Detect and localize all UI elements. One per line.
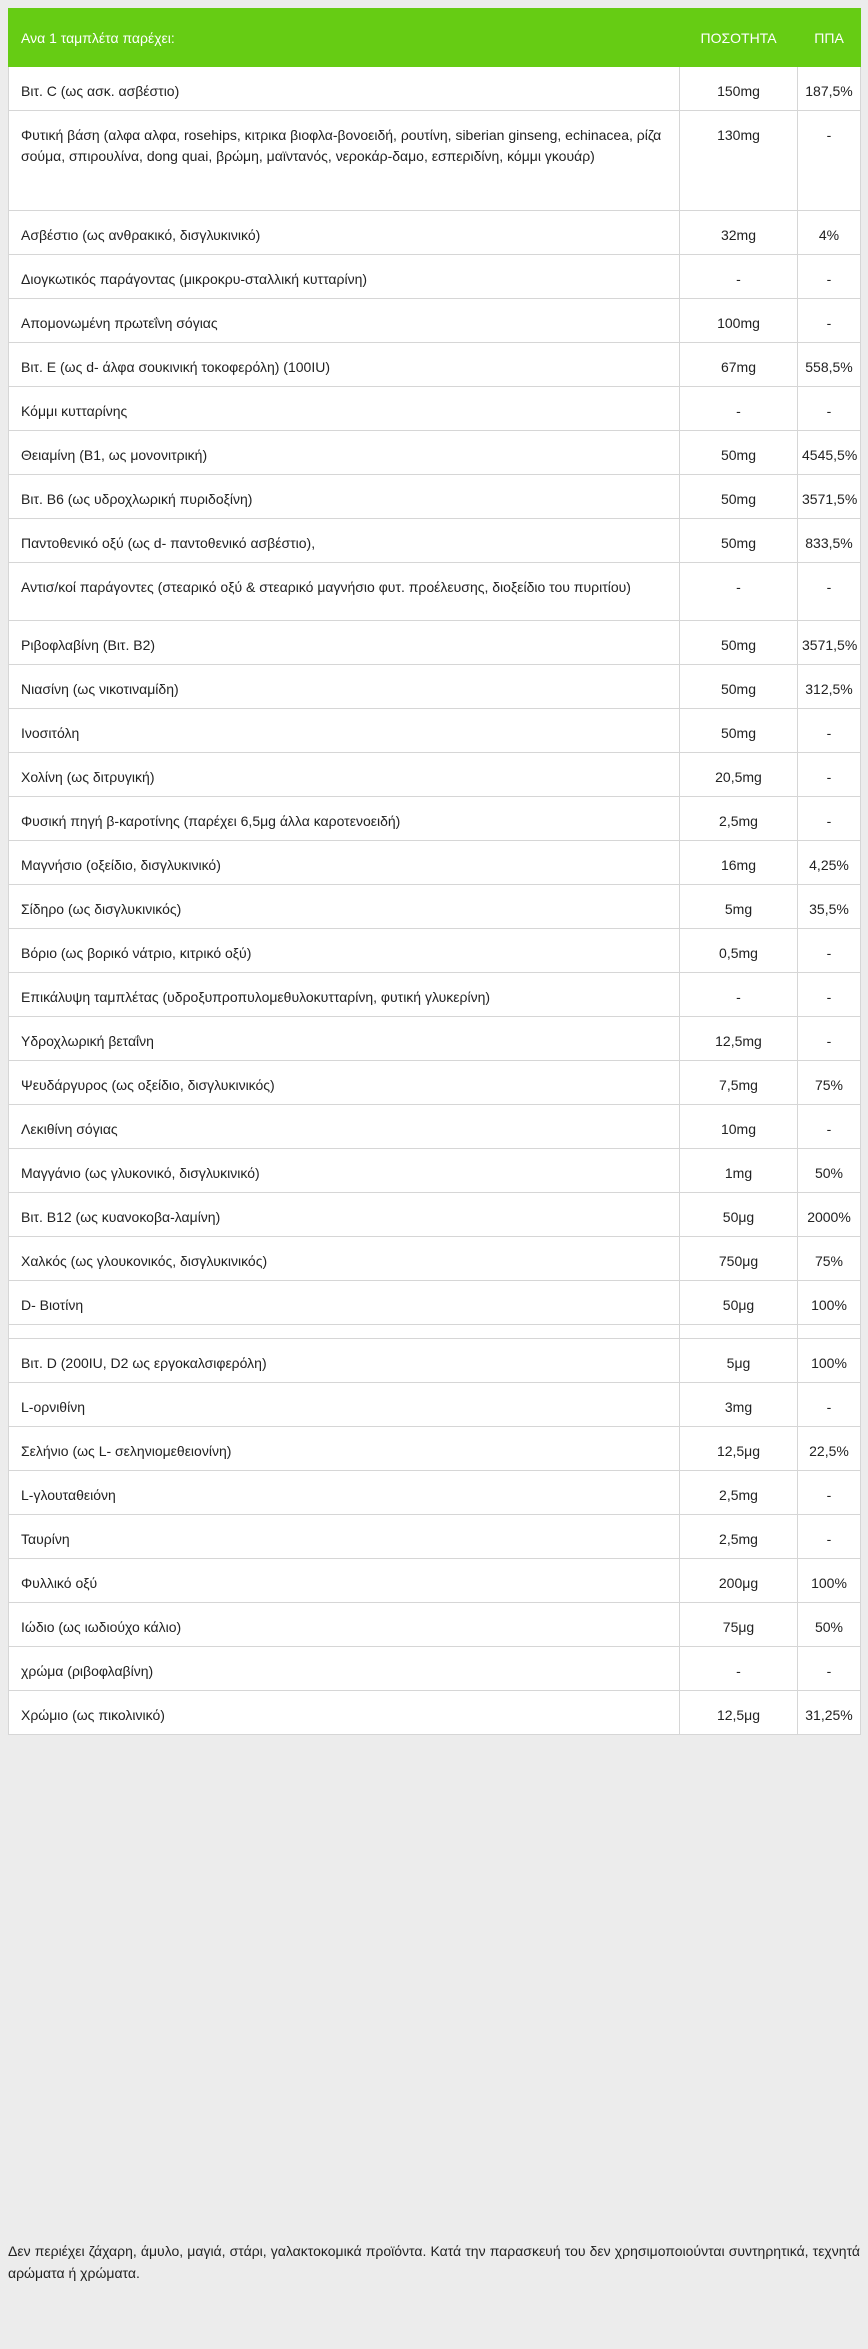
table-row <box>9 67 861 111</box>
quantity-cell: 50μg <box>680 1193 798 1237</box>
table-row <box>9 519 861 563</box>
quantity-cell: 12,5μg <box>680 1427 798 1471</box>
ingredient-cell <box>9 1325 680 1339</box>
rda-cell: 558,5% <box>798 343 861 387</box>
rda-cell: 4,25% <box>798 841 861 885</box>
ingredient-cell: Απομονωμένη πρωτεΐνη σόγιας <box>9 299 680 343</box>
quantity-cell: - <box>680 563 798 621</box>
quantity-cell: 50mg <box>680 475 798 519</box>
ingredient-cell: Χολίνη (ως διτρυγική) <box>9 753 680 797</box>
rda-cell: - <box>798 1105 861 1149</box>
rda-cell: 35,5% <box>798 885 861 929</box>
rda-cell: - <box>798 973 861 1017</box>
table-row <box>9 1105 861 1149</box>
table-row <box>9 1061 861 1105</box>
table-row <box>9 563 861 621</box>
ingredient-cell: L-γλουταθειόνη <box>9 1471 680 1515</box>
quantity-cell: - <box>680 973 798 1017</box>
table-row <box>9 255 861 299</box>
ingredient-cell: Χαλκός (ως γλουκονικός, δισγλυκινικός) <box>9 1237 680 1281</box>
ingredient-cell: Φυτική βάση (αλφα αλφα, rosehips, κιτρικα βιοφλα-βονοειδή, ρουτίνη, siberian ginseng, echinacea, ρίζα σούμα, σπιρουλίνα, dong quai, βρώμη, μαϊντανός, νεροκάρ-δαμο, εσπεριδίνη, κόμμι γκουάρ) <box>9 111 680 211</box>
table-row <box>9 929 861 973</box>
rda-cell: - <box>798 111 861 211</box>
table-row <box>9 1237 861 1281</box>
ingredient-cell: L-ορνιθίνη <box>9 1383 680 1427</box>
quantity-cell: - <box>680 387 798 431</box>
table-row <box>9 111 861 211</box>
quantity-cell: 5mg <box>680 885 798 929</box>
rda-cell: - <box>798 797 861 841</box>
table-row <box>9 1603 861 1647</box>
table-row <box>9 1281 861 1325</box>
table-body <box>9 67 861 1735</box>
rda-cell: - <box>798 929 861 973</box>
table-row <box>9 1149 861 1193</box>
quantity-cell: 2,5mg <box>680 797 798 841</box>
ingredient-cell: Αντισ/κοί παράγοντες (στεαρικό οξύ & στεαρικό μαγνήσιο φυτ. προέλευσης, διοξείδιο του πυριτίου) <box>9 563 680 621</box>
quantity-cell: 75μg <box>680 1603 798 1647</box>
quantity-cell: 200μg <box>680 1559 798 1603</box>
table-row <box>9 665 861 709</box>
table-row <box>9 1647 861 1691</box>
quantity-cell: 130mg <box>680 111 798 211</box>
table-row <box>9 1325 861 1339</box>
table-row <box>9 1017 861 1061</box>
rda-cell: 312,5% <box>798 665 861 709</box>
quantity-cell: 16mg <box>680 841 798 885</box>
table-header-row <box>9 9 861 67</box>
quantity-cell: 50mg <box>680 519 798 563</box>
ingredient-cell: Μαγνήσιο (οξείδιο, δισγλυκινικό) <box>9 841 680 885</box>
ingredient-cell: Σελήνιο (ως L- σεληνιομεθειονίνη) <box>9 1427 680 1471</box>
quantity-cell: 10mg <box>680 1105 798 1149</box>
table-row <box>9 841 861 885</box>
table-row <box>9 299 861 343</box>
ingredient-cell: Διογκωτικός παράγοντας (μικροκρυ-σταλλική κυτταρίνη) <box>9 255 680 299</box>
ingredient-cell: Ψευδάργυρος (ως οξείδιο, δισγλυκινικός) <box>9 1061 680 1105</box>
ingredient-cell: Επικάλυψη ταμπλέτας (υδροξυπροπυλομεθυλοκυτταρίνη, φυτική γλυκερίνη) <box>9 973 680 1017</box>
table-row <box>9 621 861 665</box>
quantity-cell: 20,5mg <box>680 753 798 797</box>
ingredient-cell: Φυσική πηγή β-καροτίνης (παρέχει 6,5μg άλλα καροτενοειδή) <box>9 797 680 841</box>
rda-cell: 75% <box>798 1237 861 1281</box>
rda-cell: 4% <box>798 211 861 255</box>
rda-cell: - <box>798 563 861 621</box>
ingredient-cell: Ινοσιτόλη <box>9 709 680 753</box>
table-row <box>9 1515 861 1559</box>
ingredient-cell: Σίδηρο (ως δισγλυκινικός) <box>9 885 680 929</box>
rda-cell: 31,25% <box>798 1691 861 1735</box>
rda-cell: 4545,5% <box>798 431 861 475</box>
quantity-cell: 2,5mg <box>680 1471 798 1515</box>
rda-cell: 75% <box>798 1061 861 1105</box>
nutrition-table <box>8 8 861 1735</box>
quantity-cell: 50mg <box>680 431 798 475</box>
rda-cell: 100% <box>798 1281 861 1325</box>
header-ingredient: Ανα 1 ταμπλέτα παρέχει: <box>9 9 680 67</box>
ingredient-cell: D- Βιοτίνη <box>9 1281 680 1325</box>
rda-cell: - <box>798 1017 861 1061</box>
table-row <box>9 1427 861 1471</box>
table-row <box>9 1193 861 1237</box>
table-row <box>9 1691 861 1735</box>
quantity-cell: - <box>680 255 798 299</box>
rda-cell: 187,5% <box>798 67 861 111</box>
quantity-cell: 50μg <box>680 1281 798 1325</box>
rda-cell: - <box>798 1647 861 1691</box>
table-row <box>9 343 861 387</box>
ingredient-cell: Ιώδιο (ως ιωδιούχο κάλιο) <box>9 1603 680 1647</box>
ingredient-cell: Λεκιθίνη σόγιας <box>9 1105 680 1149</box>
ingredient-cell: Βιτ. D (200IU, D2 ως εργοκαλσιφερόλη) <box>9 1339 680 1383</box>
ingredient-cell: Βιτ. Β6 (ως υδροχλωρική πυριδοξίνη) <box>9 475 680 519</box>
rda-cell: 2000% <box>798 1193 861 1237</box>
rda-cell: 100% <box>798 1339 861 1383</box>
table-row <box>9 431 861 475</box>
table-row <box>9 1471 861 1515</box>
rda-cell <box>798 1325 861 1339</box>
ingredient-cell: Ταυρίνη <box>9 1515 680 1559</box>
quantity-cell <box>680 1325 798 1339</box>
table-row <box>9 1339 861 1383</box>
rda-cell: - <box>798 387 861 431</box>
ingredient-cell: Βιτ. Ε (ως d- άλφα σουκινική τοκοφερόλη) (100IU) <box>9 343 680 387</box>
quantity-cell: 750μg <box>680 1237 798 1281</box>
rda-cell: 50% <box>798 1603 861 1647</box>
quantity-cell: 50mg <box>680 665 798 709</box>
quantity-cell: 0,5mg <box>680 929 798 973</box>
quantity-cell: 5μg <box>680 1339 798 1383</box>
quantity-cell: 1mg <box>680 1149 798 1193</box>
quantity-cell: 32mg <box>680 211 798 255</box>
header-rda: ΠΠΑ <box>798 9 861 67</box>
rda-cell: 50% <box>798 1149 861 1193</box>
ingredient-cell: Υδροχλωρική βεταΐνη <box>9 1017 680 1061</box>
rda-cell: 22,5% <box>798 1427 861 1471</box>
table-row <box>9 475 861 519</box>
table-row <box>9 1383 861 1427</box>
rda-cell: - <box>798 255 861 299</box>
table-row <box>9 973 861 1017</box>
quantity-cell: 67mg <box>680 343 798 387</box>
ingredient-cell: Χρώμιο (ως πικολινικό) <box>9 1691 680 1735</box>
quantity-cell: 12,5μg <box>680 1691 798 1735</box>
rda-cell: - <box>798 709 861 753</box>
ingredient-cell: Νιασίνη (ως νικοτιναμίδη) <box>9 665 680 709</box>
rda-cell: 100% <box>798 1559 861 1603</box>
rda-cell: 3571,5% <box>798 475 861 519</box>
ingredient-cell: Κόμμι κυτταρίνης <box>9 387 680 431</box>
rda-cell: - <box>798 753 861 797</box>
rda-cell: 3571,5% <box>798 621 861 665</box>
rda-cell: - <box>798 1383 861 1427</box>
table-row <box>9 797 861 841</box>
header-quantity: ΠΟΣΟΤΗΤΑ <box>680 9 798 67</box>
ingredient-cell: Βιτ. Β12 (ως κυανοκοβα-λαμίνη) <box>9 1193 680 1237</box>
quantity-cell: 50mg <box>680 621 798 665</box>
ingredient-cell: Βιτ. C (ως ασκ. ασβέστιο) <box>9 67 680 111</box>
quantity-cell: 150mg <box>680 67 798 111</box>
quantity-cell: 50mg <box>680 709 798 753</box>
table-row <box>9 753 861 797</box>
table-row <box>9 387 861 431</box>
table-row <box>9 709 861 753</box>
ingredient-cell: Φυλλικό οξύ <box>9 1559 680 1603</box>
quantity-cell: 100mg <box>680 299 798 343</box>
rda-cell: - <box>798 1471 861 1515</box>
quantity-cell: 2,5mg <box>680 1515 798 1559</box>
ingredient-cell: Μαγγάνιο (ως γλυκονικό, δισγλυκινικό) <box>9 1149 680 1193</box>
quantity-cell: 7,5mg <box>680 1061 798 1105</box>
ingredient-cell: Παντοθενικό οξύ (ως d- παντοθενικό ασβέστιο), <box>9 519 680 563</box>
rda-cell: 833,5% <box>798 519 861 563</box>
ingredient-cell: Ασβέστιο (ως ανθρακικό, δισγλυκινικό) <box>9 211 680 255</box>
rda-cell: - <box>798 1515 861 1559</box>
table-row <box>9 885 861 929</box>
quantity-cell: 3mg <box>680 1383 798 1427</box>
quantity-cell: 12,5mg <box>680 1017 798 1061</box>
quantity-cell: - <box>680 1647 798 1691</box>
ingredient-cell: Βόριο (ως βορικό νάτριο, κιτρικό οξύ) <box>9 929 680 973</box>
ingredient-cell: Ριβοφλαβίνη (Βιτ. Β2) <box>9 621 680 665</box>
table-row <box>9 1559 861 1603</box>
disclaimer-note: Δεν περιέχει ζάχαρη, άμυλο, μαγιά, στάρι, γαλακτοκομικά προϊόντα. Κατά την παρασκευή του δεν χρησιμοποιούνται συντηρητικά, τεχνητά αρώματα ή χρώματα. <box>8 2243 860 2281</box>
ingredient-cell: Θειαμίνη (Β1, ως μονονιτρική) <box>9 431 680 475</box>
rda-cell: - <box>798 299 861 343</box>
nutrition-table-container <box>8 8 860 1735</box>
table-row <box>9 211 861 255</box>
ingredient-cell: χρώμα (ριβοφλαβίνη) <box>9 1647 680 1691</box>
